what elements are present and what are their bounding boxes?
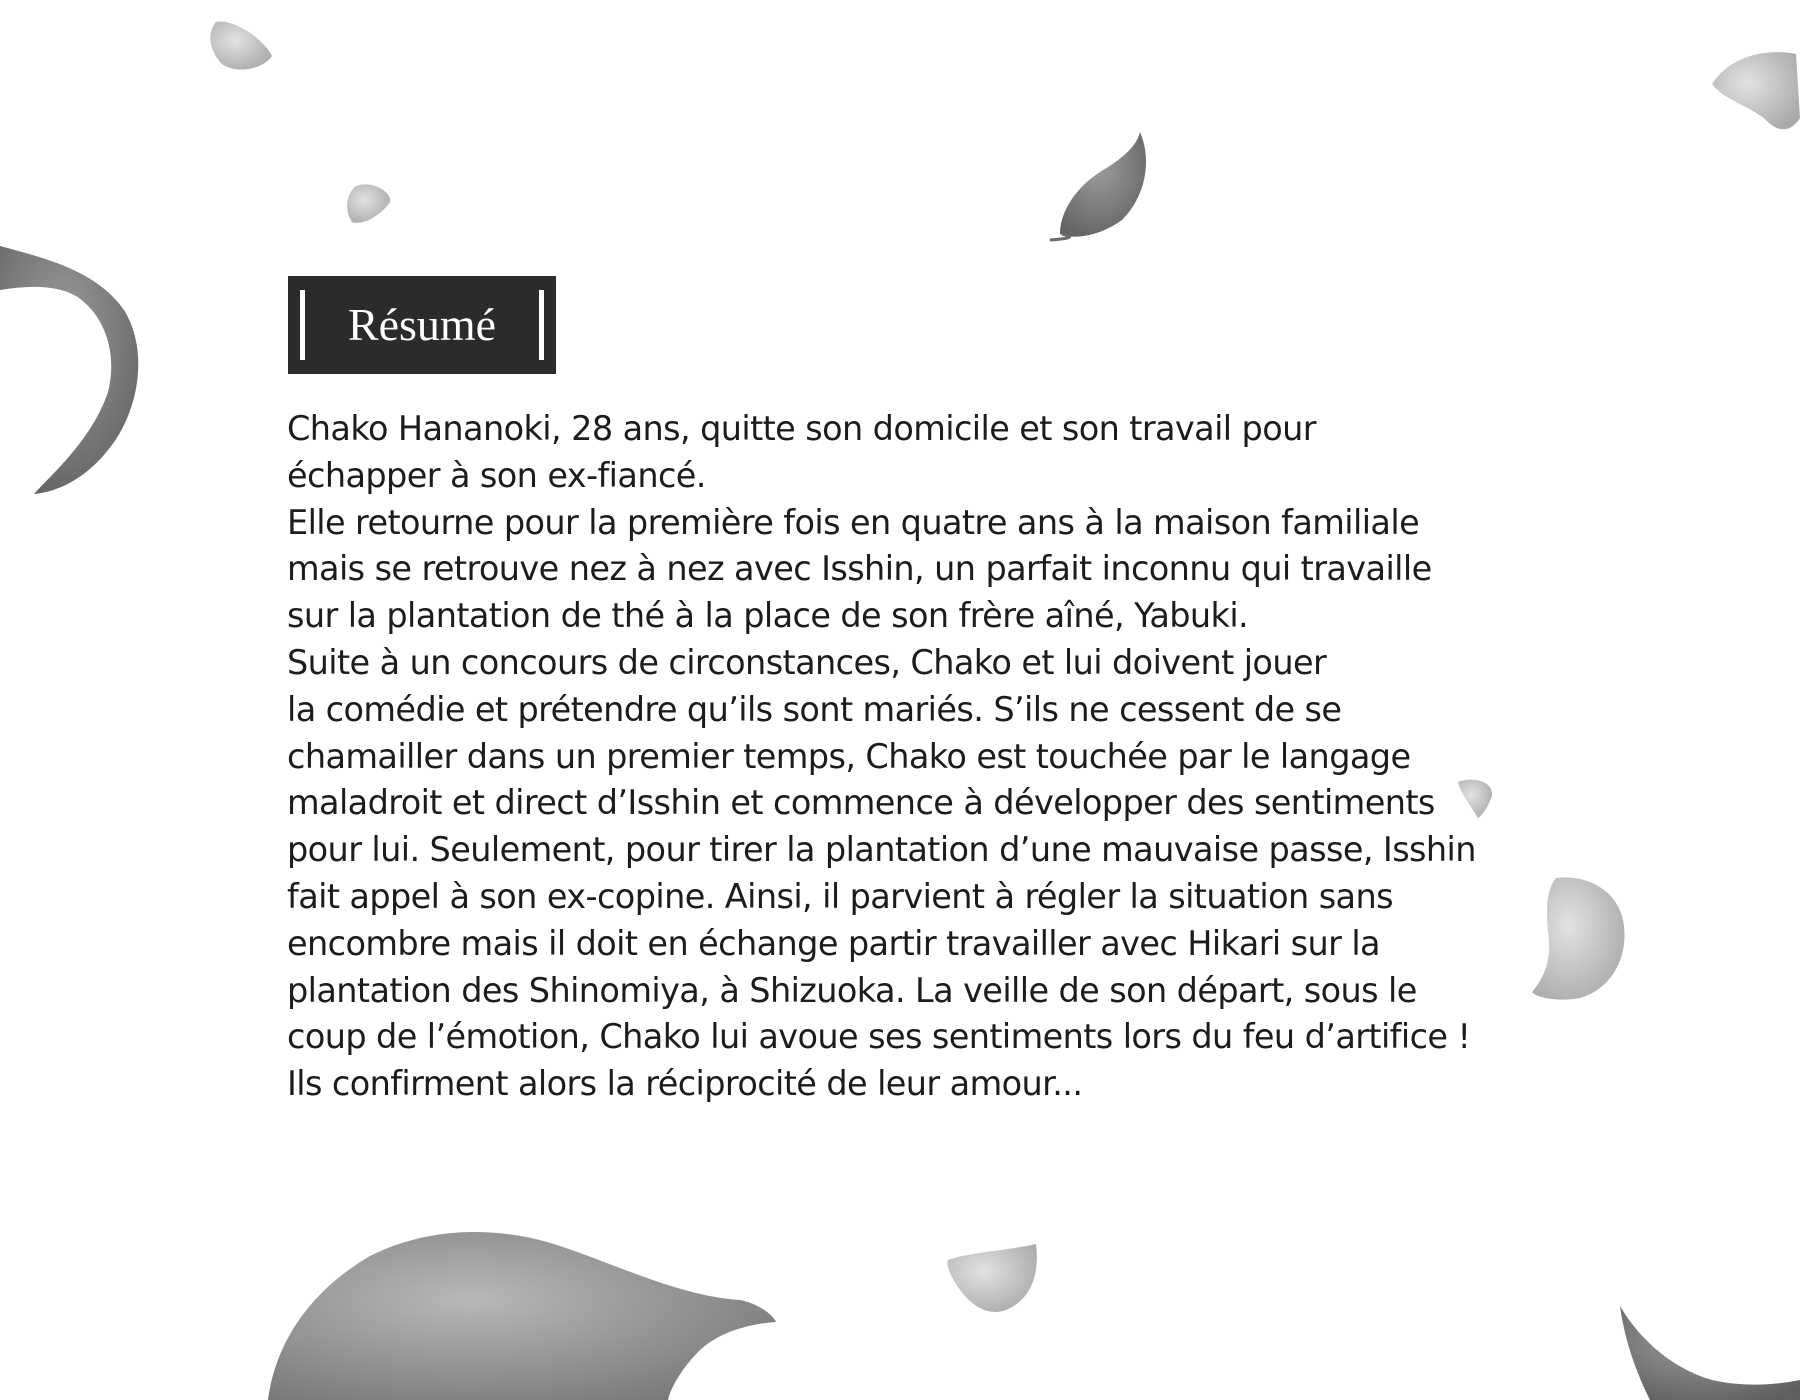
summary-line: Suite à un concours de circonstances, Chako et lui doivent jouer (287, 642, 1327, 682)
summary-line: coup de l’émotion, Chako lui avoue ses sentiments lors du feu d’artifice ! (287, 1017, 1471, 1057)
summary-line: plantation des Shinomiya, à Shizuoka. La veille de son départ, sous le (287, 970, 1417, 1010)
leaf-bottom-large (268, 1232, 776, 1400)
summary-line: chamailler dans un premier temps, Chako est touchée par le langage (287, 736, 1411, 776)
summary-line: sur la plantation de thé à la place de son frère aîné, Yabuki. (287, 596, 1249, 636)
summary-line: Chako Hananoki, 28 ans, quitte son domicile et son travail pour (287, 409, 1316, 448)
section-title-box (288, 276, 556, 374)
summary-line: pour lui. Seulement, pour tirer la plantation d’une mauvaise passe, Isshin (287, 830, 1476, 870)
leaf-bottom-right (1620, 1306, 1800, 1400)
summary-line: fait appel à son ex-copine. Ainsi, il parvient à régler la situation sans (287, 876, 1393, 916)
summary-line: maladroit et direct d’Isshin et commence à développer des sentiments (287, 783, 1435, 823)
summary-line: échapper à son ex-fiancé. (287, 455, 706, 495)
petal-top-right (1712, 52, 1800, 129)
summary-paragraph (287, 406, 1487, 1108)
petal-small-left (347, 184, 390, 222)
summary-line: encombre mais il doit en échange partir travailler avec Hikari sur la (287, 923, 1380, 963)
summary-line: la comédie et prétendre qu’ils sont mariés. S’ils ne cessent de se (287, 689, 1342, 729)
summary-line: Ils confirment alors la réciprocité de leur amour... (287, 1064, 1083, 1104)
leaf-left-crescent (0, 246, 138, 494)
title-bar-right (539, 290, 544, 360)
summary-line: Elle retourne pour la première fois en quatre ans à la maison familiale (287, 502, 1420, 542)
petal-bottom-center (947, 1244, 1036, 1312)
page-title: Résumé (347, 299, 497, 350)
summary-line: mais se retrouve nez à nez avec Isshin, un parfait inconnu qui travaille (287, 549, 1432, 589)
leaf-top-center (1060, 132, 1146, 237)
petal-right-big (1532, 877, 1625, 999)
petal-top-left (210, 21, 272, 69)
leaf-top-center-stem (1050, 234, 1070, 240)
